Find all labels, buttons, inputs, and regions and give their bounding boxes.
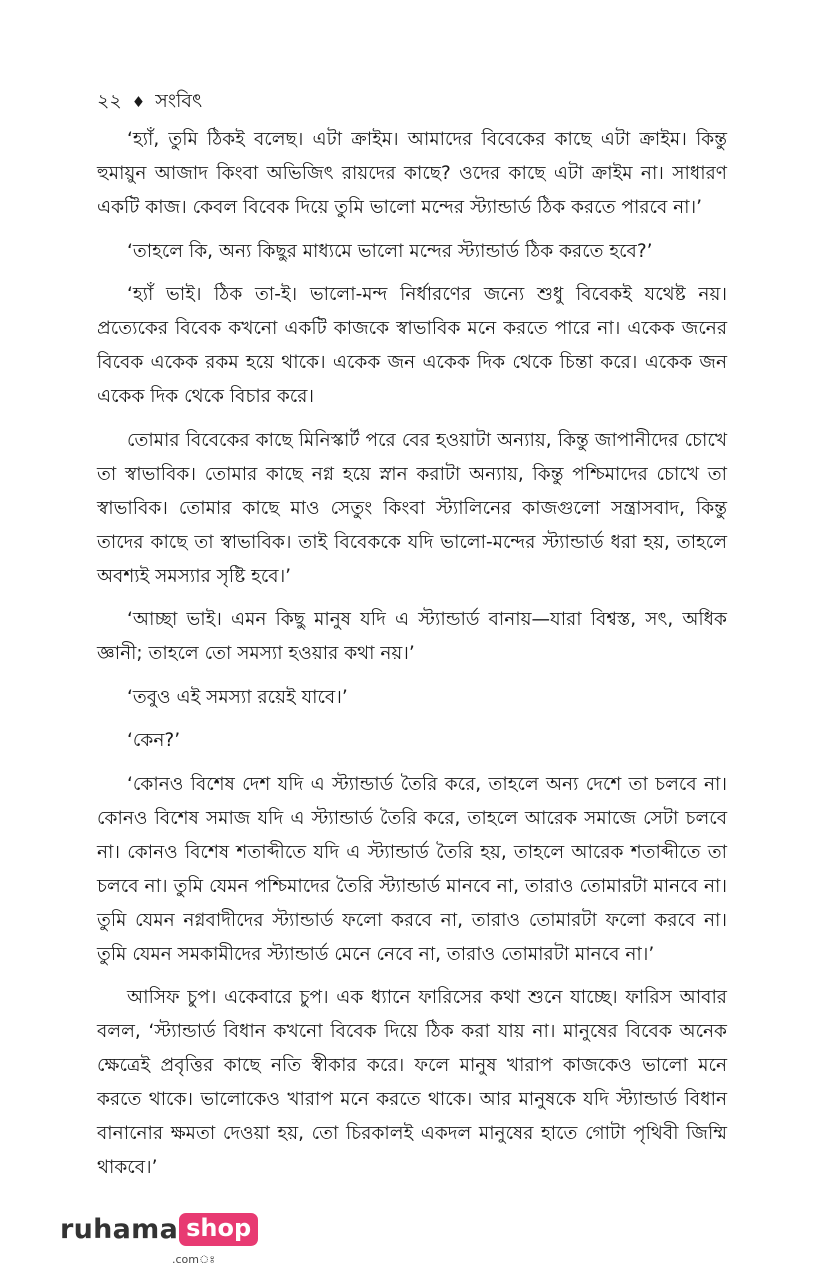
paragraph: ‘তাহলে কি, অন্য কিছুর মাধ্যমে ভালো মন্দের স্ট্যান্ডার্ড ঠিক করতে হবে?’ xyxy=(127,240,653,262)
logo-text-shop: shop xyxy=(179,1213,258,1246)
paragraph: ‘কেন?’ xyxy=(127,730,181,751)
paragraph: ‘হ্যাঁ, তুমি ঠিকই বলেছ। এটা ক্রাইম। আমাদের বিবেকের কাছে এটা ক্রাইম। কিন্তু হুমায়ুন আজাদ কিংবা অভিজিৎ রায়দের কাছে? ওদের কাছে এটা ক্রাইম না। সাধারণ একটি কাজ। কেবল বিবেক দিয়ে তুমি ভালো মন্দের স্ট্যান্ডার্ড ঠিক করতে পারবে না।’ xyxy=(97,129,727,218)
logo-text-domain: .comঃ xyxy=(172,1253,216,1266)
paragraph: ‘হ্যাঁ ভাই। ঠিক তা-ই। ভালো-মন্দ নির্ধারণের জন্যে শুধু বিবেকই যথেষ্ট নয়। প্রত্যেকের বিবেক কখনো একটি কাজকে স্বাভাবিক মনে করতে পারে না। একেক জনের বিবেক একেক রকম হয়ে থাকে। একেক জন একেক দিক থেকে চিন্তা করে। একেক জন একেক দিক থেকে বিচার করে। xyxy=(97,284,727,407)
paragraph: ‘আচ্ছা ভাই। এমন কিছু মানুষ যদি এ স্ট্যান্ডার্ড বানায়—যারা বিশ্বস্ত, সৎ, অধিক জ্ঞানী; তাহলে তো সমস্যা হওয়ার কথা নয়।’ xyxy=(97,609,727,664)
page-body xyxy=(97,123,727,1195)
running-header xyxy=(97,86,202,117)
page-number: ২২ xyxy=(97,90,122,112)
paragraph: আসিফ চুপ। একেবারে চুপ। এক ধ্যানে ফারিসের কথা শুনে যাচ্ছে। ফারিস আবার বলল, ‘স্ট্যান্ডার্ড বিধান কখনো বিবেক দিয়ে ঠিক করা যায় না। মানুষের বিবেক অনেক ক্ষেত্রেই প্রবৃত্তির কাছে নতি স্বীকার করে। ফলে মানুষ খারাপ কাজকেও ভালো মনে করতে থাকে। ভালোকেও খারাপ মনে করতে থাকে। আর মানুষকে যদি স্ট্যান্ডার্ড বিধান বানানোর ক্ষমতা দেওয়া হয়, তো চিরকালই একদল মানুষের হাতে গোটা পৃথিবী জিম্মি থাকবে।’ xyxy=(97,987,727,1178)
logo-text-ruhama: ruhama xyxy=(60,1214,179,1245)
paragraph: তোমার বিবেকের কাছে মিনিস্কার্ট পরে বের হওয়াটা অন্যায়, কিন্তু জাপানীদের চোখে তা স্বাভাবিক। তোমার কাছে নগ্ন হয়ে স্নান করাটা অন্যায়, কিন্তু পশ্চিমাদের চোখে তা স্বাভাবিক। তোমার কাছে মাও সেতুং কিংবা স্ট্যালিনের কাজগুলো সন্ত্রাসবাদ, কিন্তু তাদের কাছে তা স্বাভাবিক। তাই বিবেককে যদি ভালো-মন্দের স্ট্যান্ডার্ড ধরা হয়, তাহলে অবশ্যই সমস্যার সৃষ্টি হবে।’ xyxy=(97,429,727,587)
book-title: সংবিৎ xyxy=(155,90,203,112)
paragraph: ‘তবুও এই সমস্যা রয়েই যাবে।’ xyxy=(127,686,348,708)
ruhamashop-watermark-logo xyxy=(60,1213,258,1266)
paragraph: ‘কোনও বিশেষ দেশ যদি এ স্ট্যান্ডার্ড তৈরি করে, তাহলে অন্য দেশে তা চলবে না। কোনও বিশেষ সমাজ যদি এ স্ট্যান্ডার্ড তৈরি করে, তাহলে আরেক সমাজে সেটা চলবে না। কোনও বিশেষ শতাব্দীতে যদি এ স্ট্যান্ডার্ড তৈরি হয়, তাহলে আরেক শতাব্দীতে তা চলবে না। তুমি যেমন পশ্চিমাদের তৈরি স্ট্যান্ডার্ড মানবে না, তারাও তোমারটা মানবে না। তুমি যেমন নগ্নবাদীদের স্ট্যান্ডার্ড ফলো করবে না, তারাও তোমারটা ফলো করবে না। তুমি যেমন সমকামীদের স্ট্যান্ডার্ড মেনে নেবে না, তারাও তোমারটা মানবে না।’ xyxy=(97,773,727,965)
diamond-separator-icon: ♦ xyxy=(131,93,146,111)
